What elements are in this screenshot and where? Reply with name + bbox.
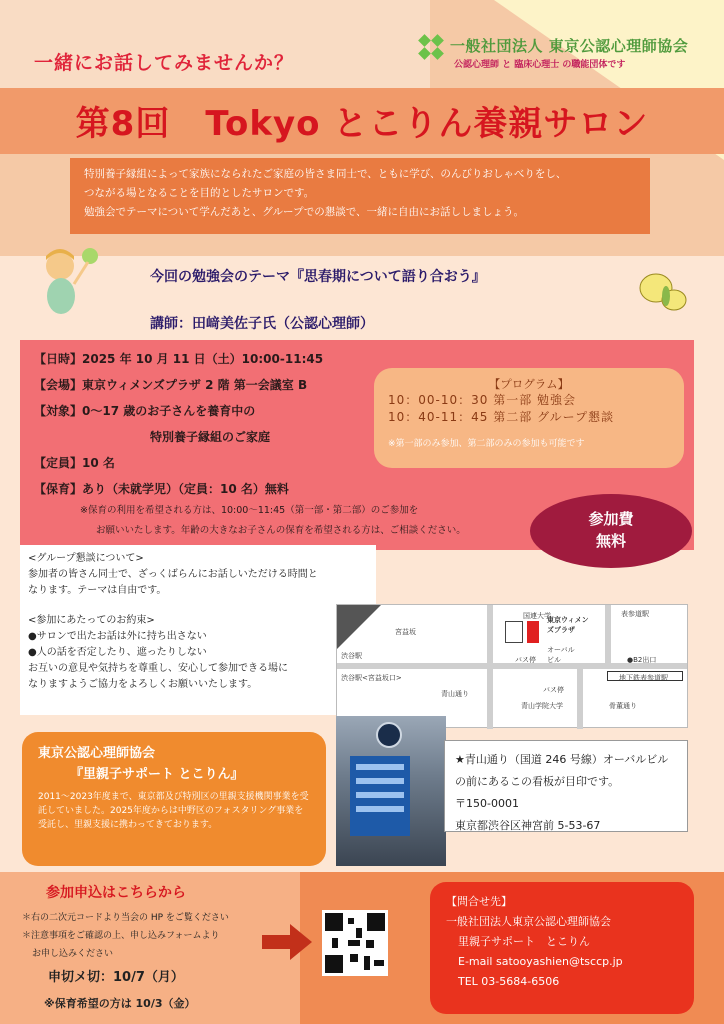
sign-logo-icon bbox=[376, 722, 402, 748]
map-corner-mark bbox=[337, 605, 381, 649]
apply-deadline: 申切メ切：10/7（月） bbox=[48, 970, 184, 985]
association-subtitle: 『里親子サポート とこりん』 bbox=[70, 767, 244, 782]
map-building bbox=[505, 621, 523, 643]
contact-org: 一般社団法人東京公認心理師協会 bbox=[446, 915, 611, 928]
event-target: 【対象】0～17 歳のお子さんを養育中の bbox=[34, 404, 256, 418]
arrow-right-icon bbox=[262, 924, 312, 960]
promise-rule: ●サロンで出たお話は外に持ち出さない bbox=[28, 631, 207, 642]
map-label-miyamasu: 宮益坂 bbox=[395, 628, 416, 636]
sign-board bbox=[350, 756, 410, 836]
group-talk-text: 参加者の皆さん同士で、ざっくばらんにお話しいただける時間と bbox=[28, 569, 318, 580]
event-date: 【日時】2025 年 10 月 11 日（土）10:00-11:45 bbox=[34, 352, 324, 366]
group-talk-heading: <グループ懇談について> bbox=[28, 553, 144, 564]
program-heading: 【プログラム】 bbox=[488, 377, 570, 391]
venue-marker-icon bbox=[527, 621, 539, 643]
association-title: 東京公認心理師協会 bbox=[38, 746, 156, 761]
intro-box bbox=[70, 158, 650, 234]
address-street: 東京都渋谷区神宮前 5-53-67 bbox=[455, 819, 601, 832]
promise-text: なりますようご協力をよろしくお願いいたします。 bbox=[28, 679, 258, 690]
map-label-omotesando: 表参道駅 bbox=[621, 610, 649, 618]
event-venue: 【会場】東京ウィメンズプラザ 2 階 第一会議室 B bbox=[34, 378, 308, 392]
promise-text: お互いの意見や気持ちを尊重し、安心して参加できる場に bbox=[28, 663, 288, 674]
event-childcare: 【保育】あり（未就学児）（定員：10 名）無料 bbox=[34, 482, 289, 496]
group-talk-text: なります。テーマは自由です。 bbox=[28, 585, 167, 596]
intro-line: 特別養子縁組によって家族になられたご家庭の皆さま同士で、ともに学び、のんびりおしゃべりをし、 bbox=[84, 168, 567, 180]
map-label-kokuren: 国連大学 bbox=[523, 612, 551, 620]
venue-sign-photo bbox=[336, 716, 446, 866]
association-box bbox=[22, 732, 326, 866]
access-map bbox=[336, 604, 688, 728]
map-label-oval: オーバルビル bbox=[547, 646, 575, 664]
fee-value: 無料 bbox=[595, 532, 626, 550]
address-box bbox=[444, 740, 688, 832]
map-label-aoyama: 青山通り bbox=[441, 690, 469, 698]
map-road bbox=[577, 665, 583, 729]
program-note: ※第一部のみ参加、第二部のみの参加も可能です bbox=[388, 439, 585, 449]
childcare-note: ※保育の利用を希望される方は、10:00～11:45（第一部・第二部）のご参加を bbox=[80, 505, 419, 516]
map-label-bus: バス停 bbox=[543, 686, 564, 694]
intro-line: 勉強会でテーマについて学んだあと、グループでの懇談で、一緒に自由にお話ししましょう。 bbox=[84, 206, 525, 218]
address-landmark: ★青山通り（国道 246 号線）オーバルビル bbox=[455, 753, 669, 766]
association-body: 2011～2023年度まで、東京都及び特別区の里親支援機関事業を受託していました。2025年度からは中野区のフォスタリング事業を受託し、里親支援に携わってきております。 bbox=[38, 792, 309, 830]
girl-illustration-icon bbox=[34, 244, 104, 320]
group-talk-box bbox=[20, 545, 376, 715]
map-label-womens-plaza: 東京ウィメンズプラザ bbox=[547, 616, 589, 634]
program-box bbox=[374, 368, 684, 468]
fee-badge bbox=[530, 494, 692, 568]
map-label-bus: バス停 bbox=[515, 656, 536, 664]
apply-note: お申し込みください bbox=[32, 949, 114, 959]
org-logo-icon bbox=[420, 36, 444, 60]
intro-line: つながる場となることを目的としたサロンです。 bbox=[84, 187, 315, 199]
catchphrase: 一緒にお話してみませんか？ bbox=[34, 52, 295, 74]
map-label-b2: ●B2出口 bbox=[627, 656, 657, 664]
childcare-deadline: ※保育希望の方は 10/3（金） bbox=[44, 997, 196, 1010]
contact-email[interactable]: E-mail satooyashien@tsccp.jp bbox=[458, 955, 623, 968]
page-title: 第8回 Tokyo とこりん養親サロン bbox=[75, 104, 649, 144]
apply-note: ＊右の二次元コードより当会の HP をご覧ください bbox=[22, 913, 229, 923]
address-zip: 〒150-0001 bbox=[455, 797, 519, 810]
apply-heading: 参加申込はこちらから bbox=[46, 885, 186, 901]
childcare-note: お願いいたします。年齢の大きなお子さんの保育を希望される方は、ご相談ください。 bbox=[96, 525, 466, 536]
contact-tel[interactable]: TEL 03-5684-6506 bbox=[458, 975, 560, 988]
org-subtitle: 公認心理師 と 臨床心理士 の職能団体です bbox=[454, 60, 626, 70]
program-part-1: 10：00-10：30 第一部 勉強会 bbox=[388, 393, 577, 407]
study-theme: 今回の勉強会のテーマ『思春期について語り合おう』 bbox=[150, 269, 486, 285]
map-label-shibuya: 渋谷駅<宮益坂口> bbox=[341, 674, 402, 682]
contact-box bbox=[430, 882, 694, 1014]
contact-heading: 【問合せ先】 bbox=[446, 895, 512, 908]
event-capacity: 【定員】10 名 bbox=[34, 456, 115, 470]
map-label-kotto: 骨董通り bbox=[609, 702, 637, 710]
qr-code[interactable] bbox=[322, 910, 388, 976]
promise-heading: <参加にあたってのお約束> bbox=[28, 615, 155, 626]
apply-note: ＊注意事項をご確認の上、申し込みフォームより bbox=[22, 931, 220, 941]
address-landmark-note: の前にあるこの看板が目印です。 bbox=[455, 775, 620, 788]
butterfly-illustration-icon bbox=[636, 266, 696, 322]
lecturer: 講師：田﨑美佐子氏（公認心理師） bbox=[150, 316, 374, 332]
org-name: 一般社団法人 東京公認心理師協会 bbox=[450, 37, 689, 55]
contact-unit: 里親子サポート とこりん bbox=[458, 935, 590, 948]
map-label-exit: 地下鉄表参道駅 bbox=[619, 674, 668, 682]
event-target-detail: 特別養子縁組のご家庭 bbox=[150, 430, 271, 444]
map-road bbox=[605, 605, 611, 663]
promise-rule: ●人の話を否定したり、遮ったりしない bbox=[28, 647, 207, 658]
map-label-gakuin: 青山学院大学 bbox=[521, 702, 563, 710]
fee-label: 参加費 bbox=[588, 510, 634, 528]
program-part-2: 10：40-11：45 第二部 グループ懇談 bbox=[388, 410, 615, 424]
map-label-shibuya-station: 渋谷駅 bbox=[341, 652, 362, 660]
map-road bbox=[487, 605, 493, 729]
